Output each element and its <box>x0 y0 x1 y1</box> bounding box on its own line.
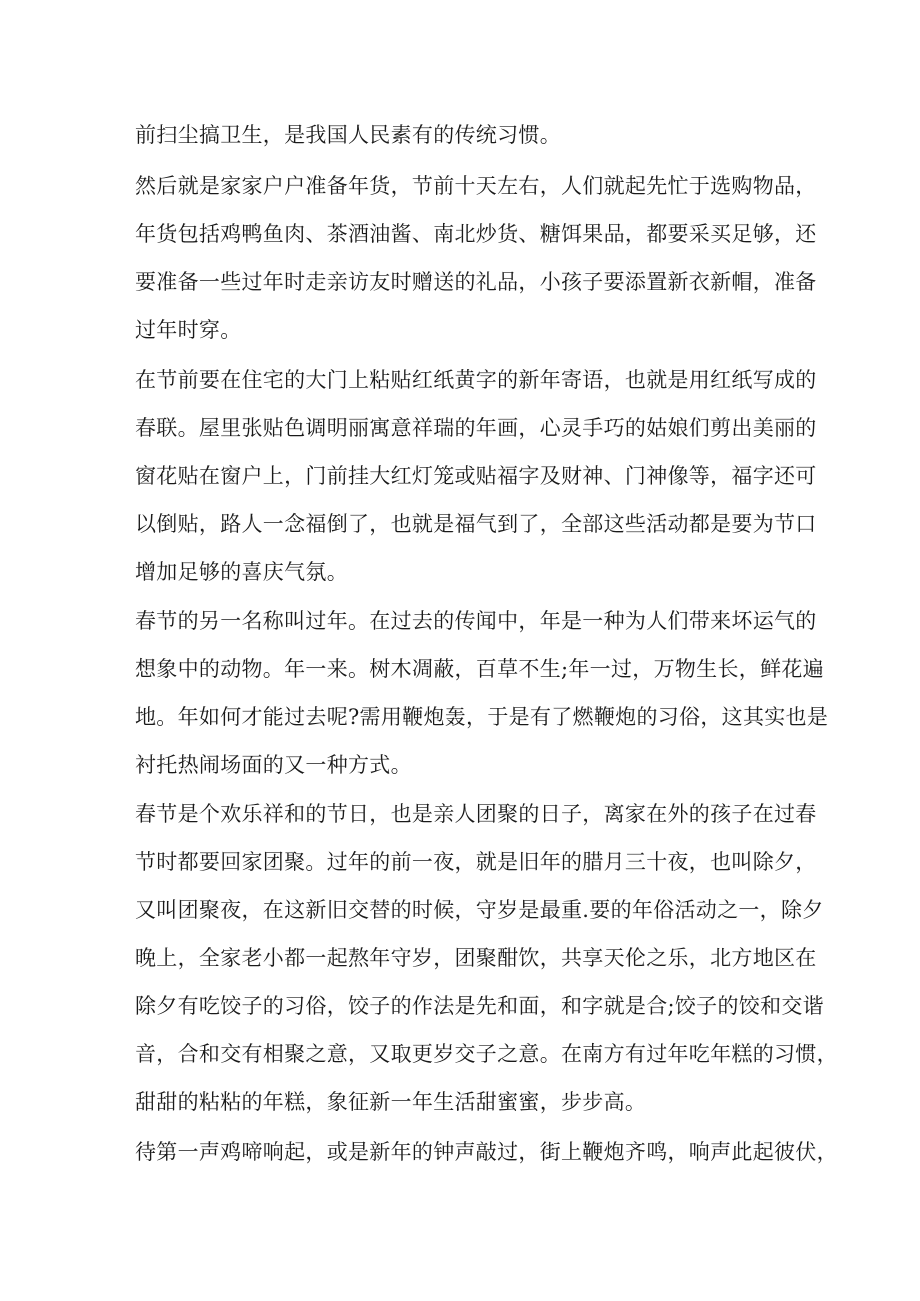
text-line: 春节的另一名称叫过年。在过去的传闻中，年是一种为人们带来坏运气的 <box>135 609 817 633</box>
text-line: 在节前要在住宅的大门上粘贴红纸黄字的新年寄语，也就是用红纸写成的 <box>135 368 817 392</box>
text-line: 音，合和交有相聚之意，又取更岁交子之意。在南方有过年吃年糕的习惯， <box>135 1042 838 1066</box>
text-line: 过年时穿。 <box>135 318 242 342</box>
text-line: 增加足够的喜庆气氛。 <box>135 560 348 584</box>
text-line: 要准备一些过年时走亲访友时赠送的礼品，小孩子要添置新衣新帽，准备 <box>135 270 817 294</box>
text-line: 衬托热闹场面的又一种方式。 <box>135 753 412 777</box>
text-line: 又叫团聚夜，在这新旧交替的时候，守岁是最重.要的年俗活动之一，除夕 <box>135 898 824 922</box>
text-line: 待第一声鸡啼响起，或是新年的钟声敲过，街上鞭炮齐鸣，响声此起彼伏， <box>135 1140 838 1164</box>
text-line: 甜甜的粘粘的年糕，象征新一年生活甜蜜蜜，步步高。 <box>135 1090 647 1114</box>
text-line: 想象中的动物。年一来。树木凋蔽，百草不生;年一过，万物生长，鲜花遍 <box>135 657 824 681</box>
text-line: 春联。屋里张贴色调明丽寓意祥瑞的年画，心灵手巧的姑娘们剪出美丽的 <box>135 416 817 440</box>
text-line: 春节是个欢乐祥和的节日，也是亲人团聚的日子，离家在外的孩子在过春 <box>135 802 817 826</box>
text-line: 年货包括鸡鸭鱼肉、茶酒油酱、南北炒货、糖饵果品，都要采买足够，还 <box>135 222 817 246</box>
text-line: 除夕有吃饺子的习俗，饺子的作法是先和面，和字就是合;饺子的饺和交谐 <box>135 994 824 1018</box>
text-line: 晚上，全家老小都一起熬年守岁，团聚酣饮，共享天伦之乐，北方地区在 <box>135 946 817 970</box>
text-line: 地。年如何才能过去呢?需用鞭炮轰，于是有了燃鞭炮的习俗，这其实也是 <box>135 705 829 729</box>
text-line: 以倒贴，路人一念福倒了，也就是福气到了，全部这些活动都是要为节口 <box>135 512 817 536</box>
text-line: 窗花贴在窗户上，门前挂大红灯笼或贴福字及财神、门神像等，福字还可 <box>135 464 817 488</box>
text-line: 前扫尘搞卫生，是我国人民素有的传统习惯。 <box>135 123 561 147</box>
text-line: 然后就是家家户户准备年货，节前十天左右，人们就起先忙于选购物品， <box>135 174 817 198</box>
text-line: 节时都要回家团聚。过年的前一夜，就是旧年的腊月三十夜，也叫除夕， <box>135 850 817 874</box>
